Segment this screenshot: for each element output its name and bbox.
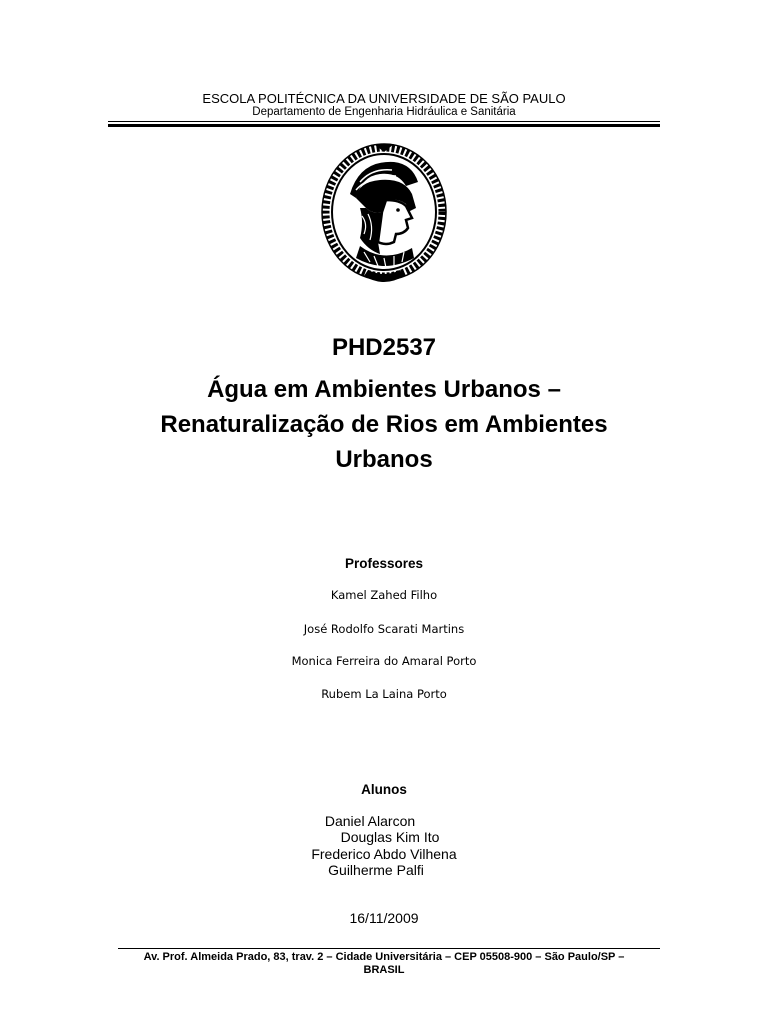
institution-name: ESCOLA POLITÉCNICA DA UNIVERSIDADE DE SÃO PAULO <box>202 91 566 106</box>
course-title-line: Água em Ambientes Urbanos – <box>207 376 561 403</box>
student-name: Douglas Kim Ito <box>340 829 440 845</box>
course-title <box>0 372 768 477</box>
course-code: PHD2537 <box>331 334 437 361</box>
course-title-line: Renaturalização de Rios em Ambientes <box>160 411 608 438</box>
course-title-line: Urbanos <box>335 446 433 473</box>
students-heading: Alunos <box>361 782 407 797</box>
header-rule-thick <box>108 124 660 127</box>
professor-name: Kamel Zahed Filho <box>330 588 438 602</box>
header-rule-thin <box>108 121 660 122</box>
footer-rule <box>118 948 660 949</box>
professor-name: Monica Ferreira do Amaral Porto <box>291 654 477 668</box>
student-name: Guilherme Palfi <box>328 862 424 878</box>
document-date: 16/11/2009 <box>349 910 419 926</box>
helmeted-head-seal-icon <box>320 142 448 288</box>
department-name: Departamento de Engenharia Hidráulica e Sanitária <box>252 106 516 118</box>
footer-address-line: Av. Prof. Almeida Prado, 83, trav. 2 – Cidade Universitária – CEP 05508-900 – São Paulo/SP – <box>143 951 625 963</box>
footer-address <box>0 951 768 977</box>
professor-name: José Rodolfo Scarati Martins <box>303 622 465 636</box>
student-name: Daniel Alarcon <box>324 813 416 829</box>
professors-heading: Professores <box>344 556 424 571</box>
student-name: Frederico Abdo Vilhena <box>311 846 457 862</box>
footer-address-line: BRASIL <box>363 964 405 976</box>
professor-name: Rubem La Laina Porto <box>321 687 447 701</box>
